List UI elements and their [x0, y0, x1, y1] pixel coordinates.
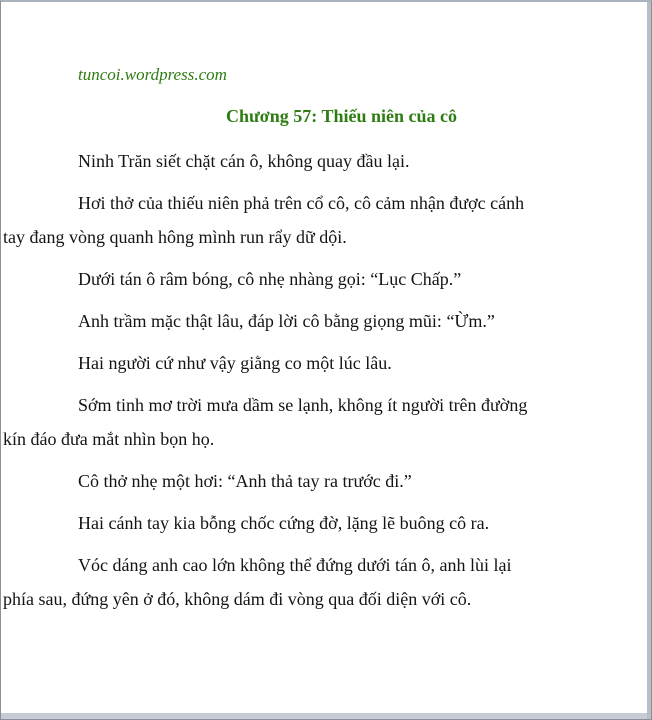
- paragraph-line: Hơi thở của thiếu niên phả trên cổ cô, cô cảm nhận được cánh: [78, 193, 525, 213]
- paragraph: [78, 262, 605, 296]
- paragraph: [3, 388, 605, 456]
- paragraph-line: kín đáo đưa mắt nhìn bọn họ.: [3, 429, 215, 449]
- paragraph: [3, 186, 605, 254]
- paragraph-line: Ninh Trăn siết chặt cán ô, không quay đầu lại.: [78, 151, 410, 171]
- paragraph: [78, 144, 605, 178]
- paragraph-line: Anh trầm mặc thật lâu, đáp lời cô bằng giọng mũi: “Ừm.”: [78, 311, 495, 331]
- paragraph-line: phía sau, đứng yên ở đó, không dám đi vòng qua đối diện với cô.: [3, 589, 472, 609]
- chapter-title: Chương 57: Thiếu niên của cô: [226, 106, 457, 126]
- site-url: tuncoi.wordpress.com: [78, 65, 227, 84]
- paragraph: [78, 346, 605, 380]
- paragraph-line: Sớm tinh mơ trời mưa dầm se lạnh, không ít người trên đường: [78, 395, 528, 415]
- paragraph-line: Dưới tán ô râm bóng, cô nhẹ nhàng gọi: “Lục Chấp.”: [78, 269, 462, 289]
- paragraph-line: tay đang vòng quanh hông mình run rẩy dữ dội.: [3, 227, 347, 247]
- document-body: [3, 63, 605, 624]
- paragraph-line: Cô thở nhẹ một hơi: “Anh thả tay ra trước đi.”: [78, 471, 412, 491]
- paragraph-line: Hai người cứ như vậy giằng co một lúc lâu.: [78, 353, 392, 373]
- paragraph: [78, 506, 605, 540]
- paragraph: [78, 464, 605, 498]
- paragraph: [3, 548, 605, 616]
- paragraph-line: Hai cánh tay kia bỗng chốc cứng đờ, lặng lẽ buông cô ra.: [78, 513, 490, 533]
- paragraph-line: Vóc dáng anh cao lớn không thể đứng dưới tán ô, anh lùi lại: [78, 555, 512, 575]
- paragraph: [78, 304, 605, 338]
